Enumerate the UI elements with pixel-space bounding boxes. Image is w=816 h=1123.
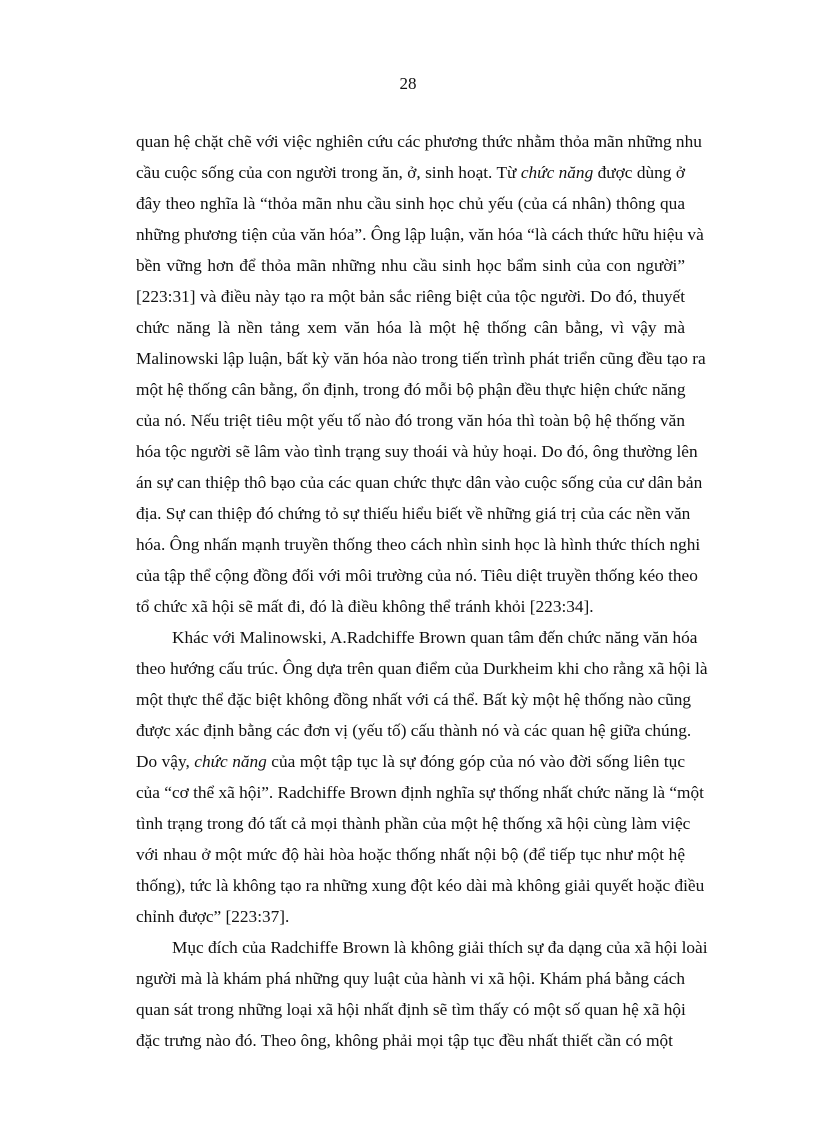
text-line: một hệ thống cân bằng, ổn định, trong đó mỗi bộ phận đều thực hiện chức năng bbox=[136, 380, 686, 399]
text-line: bền vững hơn để thỏa mãn những nhu cầu sinh học bẩm sinh của con người” bbox=[136, 256, 685, 275]
text-line: của nó. Nếu triệt tiêu một yếu tố nào đó trong văn hóa thì toàn bộ hệ thống văn bbox=[136, 411, 685, 430]
text-line: Mục đích của Radchiffe Brown là không giải thích sự đa dạng của xã hội loài bbox=[172, 938, 708, 957]
text-line: cầu cuộc sống của con người trong ăn, ở, sinh hoạt. Từ chức năng được dùng ở bbox=[136, 163, 685, 182]
text-line: hóa. Ông nhấn mạnh truyền thống theo cách nhìn sinh học là hình thức thích nghi bbox=[136, 535, 701, 554]
text-line: địa. Sự can thiệp đó chứng tỏ sự thiếu hiểu biết về những giá trị của các nền văn bbox=[136, 504, 691, 523]
page-number: 28 bbox=[399, 74, 417, 93]
text-line: của “cơ thể xã hội”. Radchiffe Brown định nghĩa sự thống nhất chức năng là “một bbox=[136, 783, 704, 802]
text-line: chỉnh được” [223:37]. bbox=[136, 907, 290, 926]
text-line: Do vậy, chức năng của một tập tục là sự đóng góp của nó vào đời sống liên tục bbox=[136, 752, 685, 771]
text-line: quan sát trong những loại xã hội nhất định sẽ tìm thấy có một số quan hệ xã hội bbox=[136, 1000, 686, 1019]
text-line: Malinowski lập luận, bất kỳ văn hóa nào trong tiến trình phát triển cũng đều tạo ra bbox=[136, 349, 706, 368]
text-line: án sự can thiệp thô bạo của các quan chức thực dân vào cuộc sống của cư dân bản bbox=[136, 473, 703, 492]
text-line: những phương tiện của văn hóa”. Ông lập luận, văn hóa “là cách thức hữu hiệu và bbox=[136, 225, 704, 244]
text-line: của tập thể cộng đồng đối với môi trường của nó. Tiêu diệt truyền thống kéo theo bbox=[136, 566, 698, 585]
text-line: được xác định bằng các đơn vị (yếu tố) cấu thành nó và các quan hệ giữa chúng. bbox=[136, 721, 692, 740]
text-line: với nhau ở một mức độ hài hòa hoặc thống nhất nội bộ (để tiếp tục như một hệ bbox=[136, 845, 685, 864]
text-line: quan hệ chặt chẽ với việc nghiên cứu các phương thức nhằm thỏa mãn những nhu bbox=[136, 132, 702, 151]
paragraph bbox=[136, 622, 708, 932]
paragraph bbox=[136, 932, 708, 1056]
text-line: một thực thể đặc biệt không đồng nhất với cá thể. Bất kỳ một hệ thống nào cũng bbox=[136, 690, 692, 709]
text-line: tổ chức xã hội sẽ mất đi, đó là điều không thể tránh khỏi [223:34]. bbox=[136, 597, 594, 616]
text-line: đặc trưng nào đó. Theo ông, không phải mọi tập tục đều nhất thiết cần có một bbox=[136, 1031, 673, 1050]
paragraph bbox=[136, 126, 706, 622]
text-line: chức năng là nền tảng xem văn hóa là một hệ thống cân bằng, vì vậy mà bbox=[136, 318, 685, 337]
text-line: hóa tộc người sẽ lâm vào tình trạng suy thoái và hủy hoại. Do đó, ông thường lên bbox=[136, 442, 698, 461]
body-text bbox=[136, 126, 708, 1056]
text-line: người mà là khám phá những quy luật của hành vi xã hội. Khám phá bằng cách bbox=[136, 969, 685, 988]
text-line: theo hướng cấu trúc. Ông dựa trên quan điểm của Durkheim khi cho rằng xã hội là bbox=[136, 659, 708, 678]
text-line: đây theo nghĩa là “thỏa mãn nhu cầu sinh học chủ yếu (của cá nhân) thông qua bbox=[136, 194, 685, 213]
text-line: tình trạng trong đó tất cả mọi thành phần của một hệ thống xã hội cùng làm việc bbox=[136, 814, 691, 833]
text-line: Khác với Malinowski, A.Radchiffe Brown quan tâm đến chức năng văn hóa bbox=[172, 628, 698, 647]
text-line: [223:31] và điều này tạo ra một bản sắc riêng biệt của tộc người. Do đó, thuyết bbox=[136, 287, 685, 306]
text-line: thống), tức là không tạo ra những xung đột kéo dài mà không giải quyết hoặc điều bbox=[136, 876, 705, 895]
